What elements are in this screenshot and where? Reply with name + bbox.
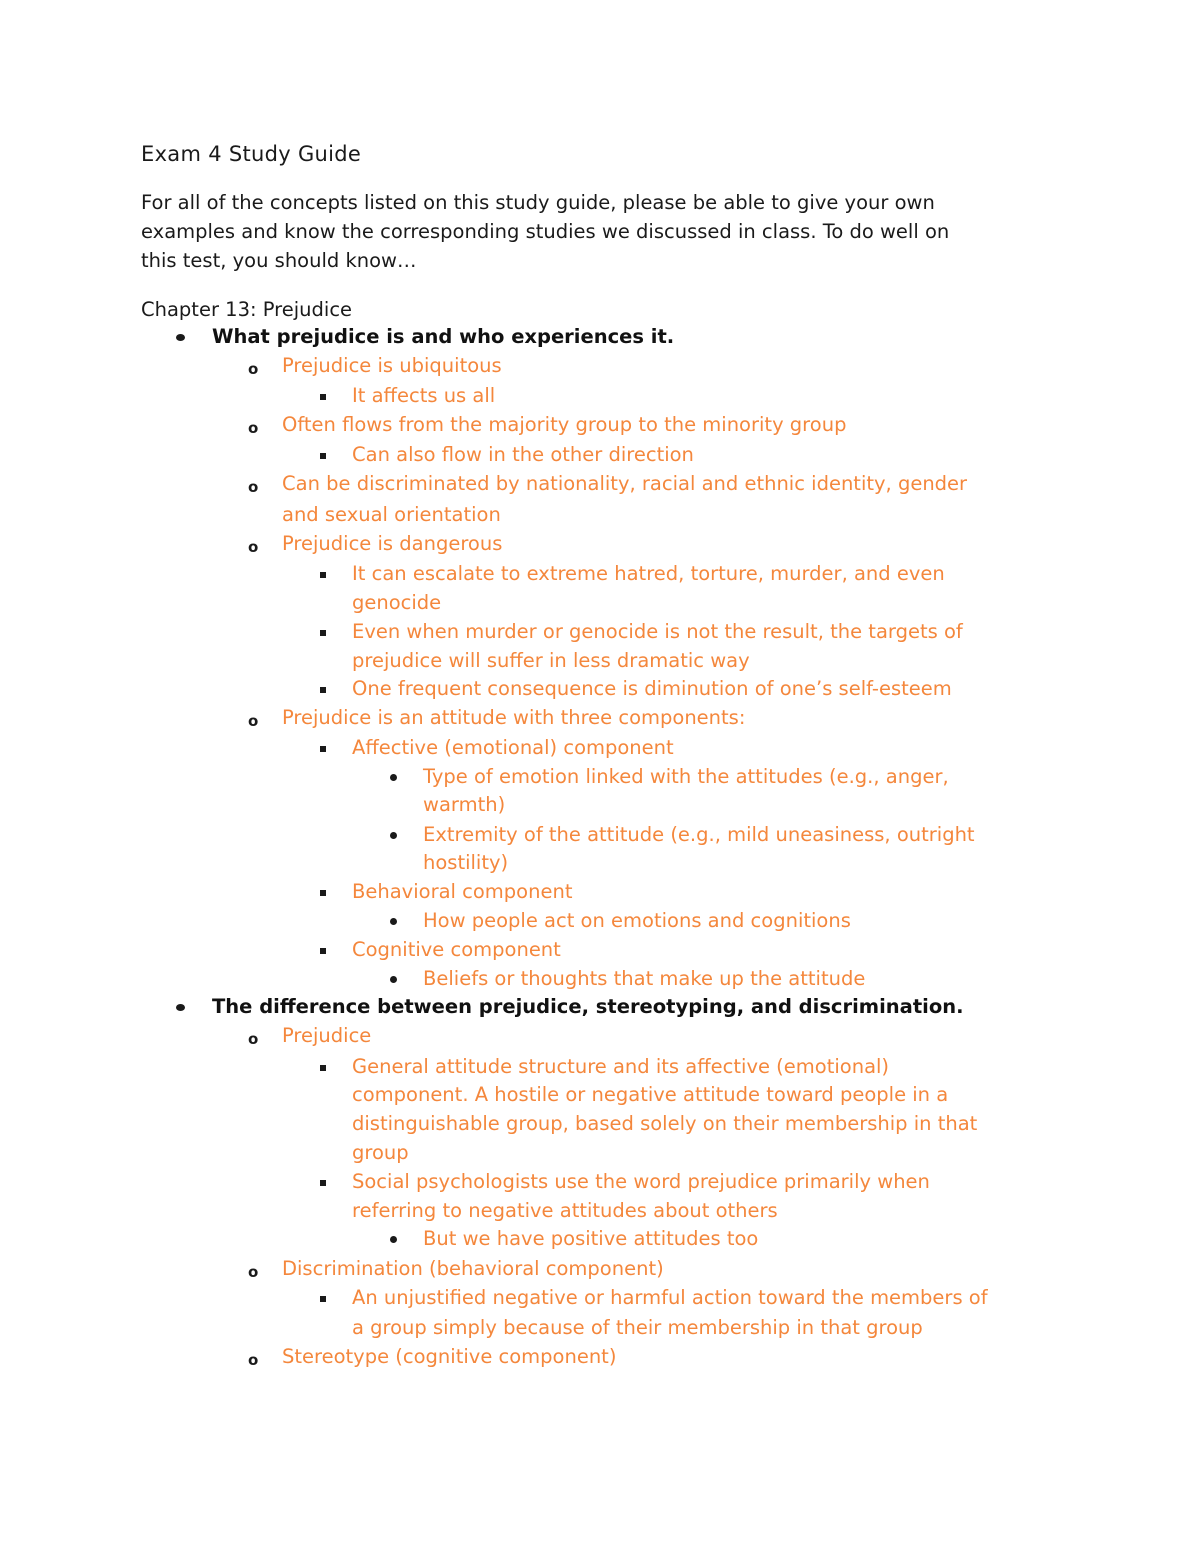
list-item: Can be discriminated by nationality, racial and ethnic identity, gender [282,472,968,495]
list-item: Even when murder or genocide is not the result, the targets of [352,620,963,643]
list-item: It can escalate to extreme hatred, torture, murder, and even [352,562,945,585]
sub-bullet-icon: o [248,538,259,556]
round-bullet-icon [390,1236,397,1243]
list-item: Can also flow in the other direction [352,443,694,466]
chapter-heading: Chapter 13: Prejudice [141,298,353,321]
round-bullet-icon [390,976,397,983]
list-item-continuation: a group simply because of their membership in that group [352,1316,923,1339]
sub-bullet-icon: o [248,1351,259,1369]
sub-bullet-icon: o [248,1263,259,1281]
round-bullet-icon [390,832,397,839]
list-item: Social psychologists use the word prejudice primarily when [352,1170,930,1193]
intro-paragraph [141,188,1061,275]
sub-bullet-icon: o [248,478,259,496]
topic-heading: What prejudice is and who experiences it. [212,325,675,348]
sub-bullet-icon: o [248,712,259,730]
square-bullet-icon [320,630,326,636]
list-item: One frequent consequence is diminution of one’s self-esteem [352,677,952,700]
square-bullet-icon [320,890,326,896]
list-item: Discrimination (behavioral component) [282,1257,664,1280]
list-item-continuation: hostility) [423,851,509,874]
bullet-icon [176,334,185,341]
document-title: Exam 4 Study Guide [141,142,362,166]
round-bullet-icon [390,918,397,925]
square-bullet-icon [320,1180,326,1186]
list-item: Beliefs or thoughts that make up the attitude [423,967,866,990]
list-item: Extremity of the attitude (e.g., mild uneasiness, outright [423,823,975,846]
list-item: It affects us all [352,384,496,407]
topic-heading: The difference between prejudice, stereotyping, and discrimination. [212,995,964,1018]
list-item-continuation: group [352,1141,409,1164]
list-item-continuation: referring to negative attitudes about others [352,1199,778,1222]
list-item: Cognitive component [352,938,561,961]
intro-line: examples and know the corresponding studies we discussed in class. To do well on [141,220,950,243]
square-bullet-icon [320,572,326,578]
list-item: Type of emotion linked with the attitudes (e.g., anger, [423,765,949,788]
list-item: Prejudice is dangerous [282,532,503,555]
list-item: Prejudice [282,1024,372,1047]
square-bullet-icon [320,1296,326,1302]
round-bullet-icon [390,774,397,781]
square-bullet-icon [320,394,326,400]
square-bullet-icon [320,948,326,954]
list-item: Affective (emotional) component [352,736,674,759]
list-item: General attitude structure and its affective (emotional) [352,1055,890,1078]
list-item: An unjustified negative or harmful action toward the members of [352,1286,988,1309]
list-item-continuation: prejudice will suffer in less dramatic way [352,649,750,672]
list-item: How people act on emotions and cognitions [423,909,851,932]
square-bullet-icon [320,746,326,752]
list-item-continuation: warmth) [423,793,506,816]
intro-line: this test, you should know… [141,249,417,272]
list-item-continuation: genocide [352,591,442,614]
list-item: Prejudice is ubiquitous [282,354,502,377]
list-item-continuation: distinguishable group, based solely on their membership in that [352,1112,978,1135]
list-item-continuation: and sexual orientation [282,503,501,526]
list-item: Stereotype (cognitive component) [282,1345,617,1368]
sub-bullet-icon: o [248,1030,259,1048]
list-item: But we have positive attitudes too [423,1227,759,1250]
list-item: Behavioral component [352,880,573,903]
sub-bullet-icon: o [248,419,259,437]
list-item-continuation: component. A hostile or negative attitude toward people in a [352,1083,949,1106]
bullet-icon [176,1004,185,1011]
list-item: Prejudice is an attitude with three components: [282,706,746,729]
square-bullet-icon [320,1065,326,1071]
list-item: Often flows from the majority group to the minority group [282,413,847,436]
intro-line: For all of the concepts listed on this study guide, please be able to give your own [141,191,935,214]
square-bullet-icon [320,687,326,693]
sub-bullet-icon: o [248,360,259,378]
square-bullet-icon [320,453,326,459]
